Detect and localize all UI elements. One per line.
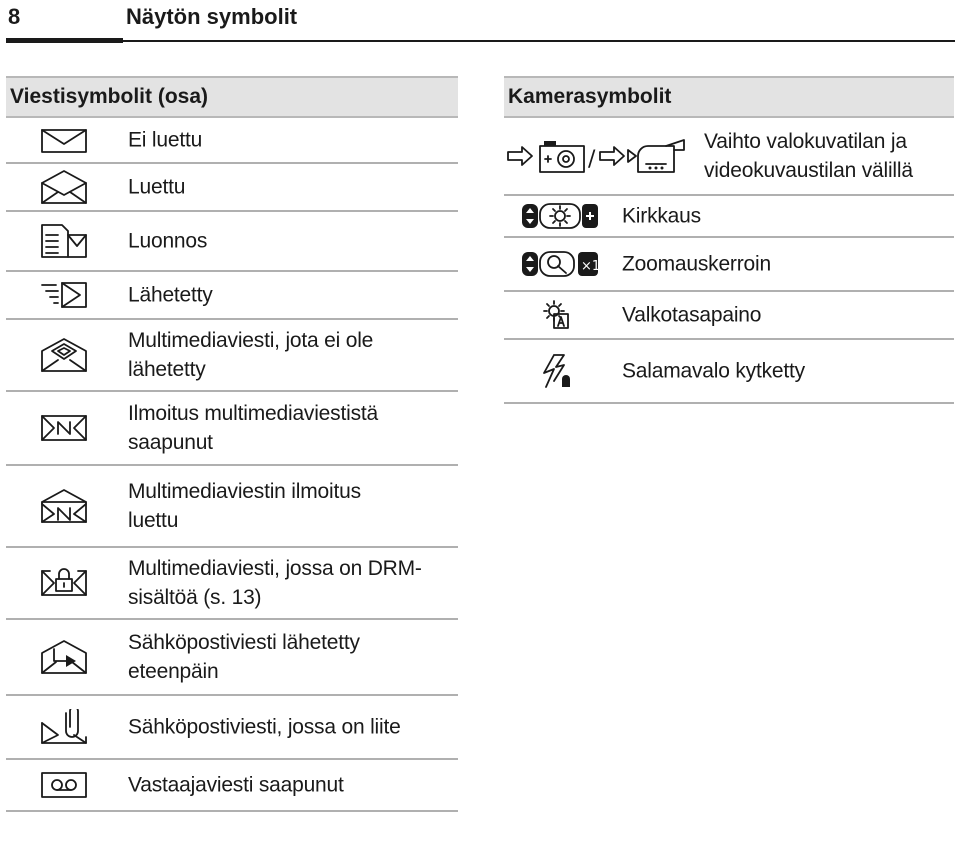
message-symbols-table bbox=[6, 76, 458, 812]
list-item-label: Zoomauskerroin bbox=[622, 252, 771, 276]
white-balance-icon bbox=[542, 300, 570, 330]
list-item-label: Valkotasapaino bbox=[622, 303, 762, 327]
list-item-label: Luettu bbox=[128, 175, 186, 199]
header-rule-line bbox=[123, 40, 955, 42]
table-row bbox=[6, 118, 458, 164]
list-item-label: Kirkkaus bbox=[622, 204, 701, 228]
mms-drm-icon bbox=[36, 565, 92, 601]
zoom-factor-icon bbox=[520, 249, 600, 279]
list-item-label: Multimediaviesti, jossa on DRM- sisältöä (s. 13) bbox=[128, 557, 422, 609]
list-item-label: Luonnos bbox=[128, 229, 208, 253]
email-forwarded-icon bbox=[36, 639, 92, 675]
camera-symbols-table bbox=[504, 76, 954, 404]
table-row bbox=[504, 118, 954, 196]
brightness-icon bbox=[520, 201, 600, 231]
table-row bbox=[504, 196, 954, 238]
envelope-read-icon bbox=[36, 169, 92, 205]
table-row bbox=[6, 272, 458, 320]
email-attachment-icon bbox=[36, 709, 92, 745]
header-rule bbox=[6, 38, 123, 43]
zoom-value: ×1 bbox=[581, 259, 600, 274]
table-row bbox=[504, 340, 954, 404]
table-row bbox=[6, 392, 458, 466]
table-row bbox=[6, 696, 458, 760]
table-row bbox=[6, 620, 458, 696]
list-item-label: Vastaajaviesti saapunut bbox=[128, 773, 344, 797]
table-row bbox=[504, 292, 954, 340]
table-row bbox=[6, 466, 458, 548]
list-item-label: Vaihto valokuvatilan ja videokuvaustilan välillä bbox=[704, 130, 913, 182]
list-item-label: Ilmoitus multimediaviestistä saapunut bbox=[128, 402, 378, 454]
envelope-unread-icon bbox=[36, 122, 92, 158]
table-row bbox=[6, 548, 458, 620]
list-item-label: Lähetetty bbox=[128, 283, 213, 307]
list-item-label: Ei luettu bbox=[128, 128, 203, 152]
page-title: Näytön symbolit bbox=[126, 4, 298, 29]
list-item-label: Multimediaviesti, jota ei ole lähetetty bbox=[128, 329, 374, 381]
flash-on-icon bbox=[540, 353, 574, 389]
draft-icon bbox=[36, 223, 92, 259]
list-item-label: Sähköpostiviesti, jossa on liite bbox=[128, 715, 401, 739]
table-row bbox=[6, 164, 458, 212]
list-item-label: Multimediaviestin ilmoitus luettu bbox=[128, 480, 361, 532]
sent-icon bbox=[36, 277, 92, 313]
list-item-label: Salamavalo kytketty bbox=[622, 359, 805, 383]
mms-notification-icon bbox=[36, 410, 92, 446]
table-row bbox=[6, 212, 458, 272]
message-symbols-heading: Viestisymbolit (osa) bbox=[6, 76, 458, 118]
table-row bbox=[504, 238, 954, 292]
photo-video-switch-icon bbox=[504, 136, 688, 176]
table-row bbox=[6, 320, 458, 392]
page-header bbox=[0, 0, 960, 46]
voicemail-icon bbox=[36, 767, 92, 803]
mms-notification-read-icon bbox=[36, 488, 92, 524]
mms-not-sent-icon bbox=[36, 337, 92, 373]
page-number: 8 bbox=[8, 4, 21, 29]
list-item-label: Sähköpostiviesti lähetetty eteenpäin bbox=[128, 631, 360, 683]
table-row bbox=[6, 760, 458, 812]
switch-separator: / bbox=[588, 147, 596, 172]
camera-symbols-heading: Kamerasymbolit bbox=[504, 76, 954, 118]
